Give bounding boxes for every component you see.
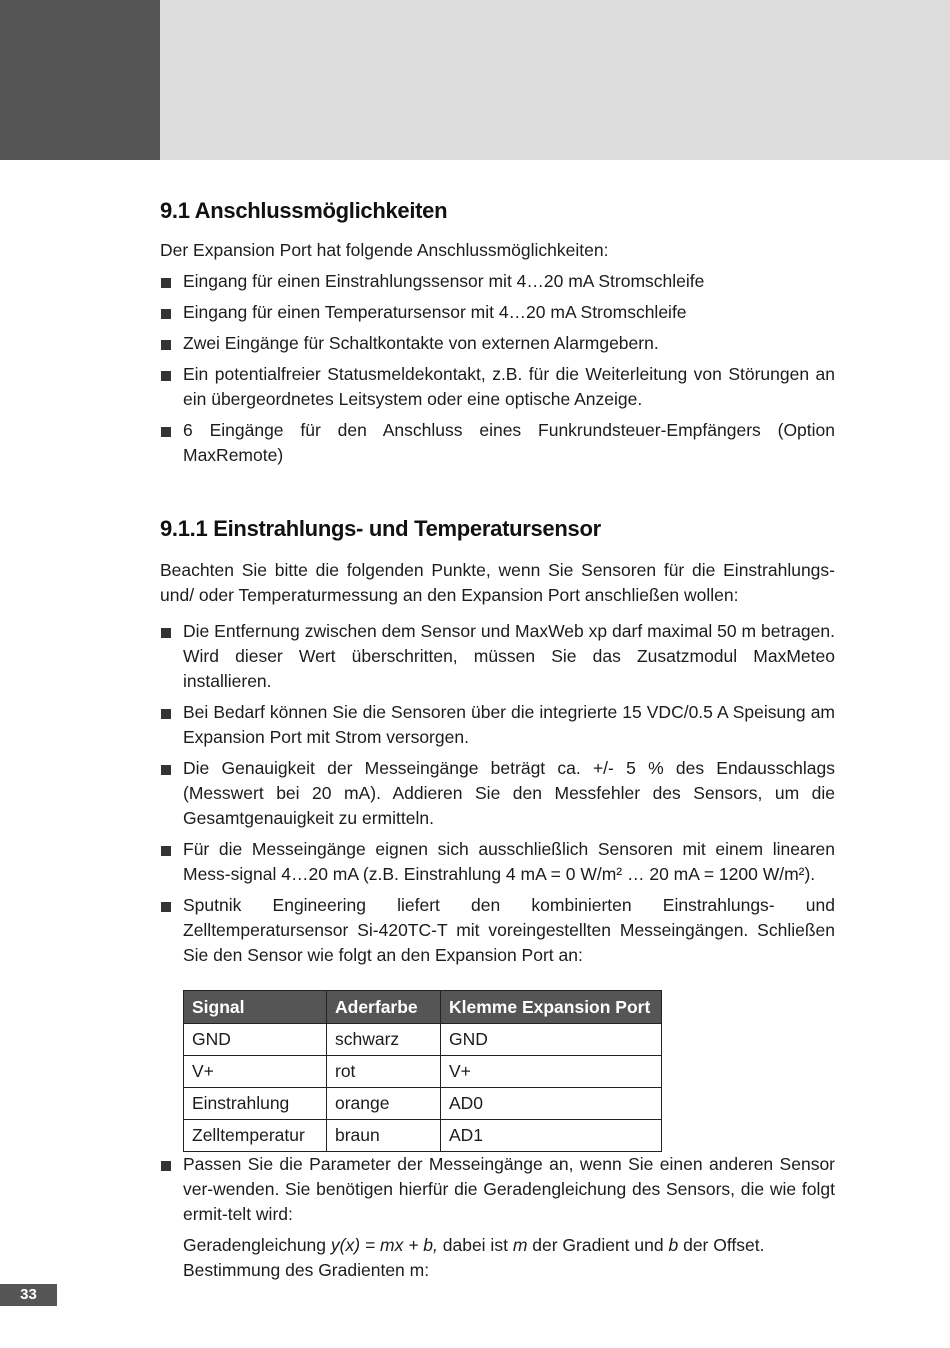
column-header-wire-color: Aderfarbe — [327, 991, 441, 1024]
bullet-square-icon — [161, 765, 171, 775]
list-item: Bei Bedarf können Sie die Sensoren über die integrierte 15 VDC/0.5 A Speisung am Expansion Port mit Strom versorgen. — [160, 700, 835, 750]
table-cell: Einstrahlung — [184, 1088, 327, 1120]
section-intro: Der Expansion Port hat folgende Anschlussmöglichkeiten: — [160, 240, 609, 260]
bullet-square-icon — [161, 1161, 171, 1171]
header-dark-block — [0, 0, 160, 160]
list-item: Eingang für einen Temperatursensor mit 4…20 mA Stromschleife — [160, 300, 835, 325]
table-cell: AD1 — [441, 1120, 662, 1152]
table-cell: schwarz — [327, 1024, 441, 1056]
bullet-square-icon — [161, 340, 171, 350]
list-item: Ein potentialfreier Statusmeldekontakt, z.B. für die Weiterleitung von Störungen an ein übergeordnetes Leitsystem oder eine optische Anzeige. — [160, 362, 835, 412]
list-item: Zwei Eingänge für Schaltkontakte von externen Alarmgebern. — [160, 331, 835, 356]
section-lead: Beachten Sie bitte die folgenden Punkte, wenn Sie Sensoren für die Einstrahlungs- und/ oder Temperaturmessung an den Expansion Port anschließen wollen: — [160, 560, 835, 605]
section-heading-9-1-1: 9.1.1 Einstrahlungs- und Temperatursensor — [160, 516, 601, 541]
section-heading-9-1: 9.1 Anschlussmöglichkeiten — [160, 198, 448, 223]
bullet-square-icon — [161, 309, 171, 319]
table-header-row — [184, 991, 662, 1024]
list-item: 6 Eingänge für den Anschluss eines Funkrundsteuer-Empfängers (Option MaxRemote) — [160, 418, 835, 468]
sensor-wiring-table — [183, 990, 662, 1152]
header-light-band — [160, 0, 950, 160]
table-cell: AD0 — [441, 1088, 662, 1120]
page-content — [160, 196, 835, 1283]
equation-formula: y(x) = mx + b, — [330, 1235, 438, 1255]
list-item: Eingang für einen Einstrahlungssensor mit 4…20 mA Stromschleife — [160, 269, 835, 294]
list-item: Sputnik Engineering liefert den kombinierten Einstrahlungs- und Zelltemperatursensor Si-420TC-T mit voreingestellten Messeingängen. Schließen Sie den Sensor wie folgt an den Expansion Port an: — [160, 893, 835, 968]
table-row — [184, 1088, 662, 1120]
list-item: Passen Sie die Parameter der Messeingänge an, wenn Sie einen anderen Sensor ver-wenden. Sie benötigen hierfür die Geradengleichung des Sensors, die wie folgt ermit-telt wird: — [160, 1152, 835, 1227]
table-cell: braun — [327, 1120, 441, 1152]
bullet-square-icon — [161, 709, 171, 719]
bullet-square-icon — [161, 427, 171, 437]
list-item: Die Genauigkeit der Messeingänge beträgt ca. +/- 5 % des Endausschlags (Messwert bei 20 mA). Addieren Sie den Messfehler des Sensors, um die Gesamtgenauigkeit zu ermitteln. — [160, 756, 835, 831]
bullet-square-icon — [161, 371, 171, 381]
column-header-signal: Signal — [184, 991, 327, 1024]
column-header-terminal: Klemme Expansion Port — [441, 991, 662, 1024]
table-cell: V+ — [441, 1056, 662, 1088]
bullet-square-icon — [161, 902, 171, 912]
bullet-square-icon — [161, 846, 171, 856]
page-number: 33 — [0, 1284, 57, 1306]
table-cell: orange — [327, 1088, 441, 1120]
table-row — [184, 1120, 662, 1152]
gradient-line: Bestimmung des Gradienten m: — [183, 1260, 430, 1280]
table-cell: rot — [327, 1056, 441, 1088]
table-cell: GND — [184, 1024, 327, 1056]
table-cell: GND — [441, 1024, 662, 1056]
table-cell: Zelltemperatur — [184, 1120, 327, 1152]
section-9-1-1 — [160, 514, 835, 1283]
connection-options-list — [160, 269, 835, 468]
bullet-square-icon — [161, 628, 171, 638]
bullet-square-icon — [161, 278, 171, 288]
table-row — [184, 1024, 662, 1056]
table-row — [184, 1056, 662, 1088]
parameter-note-list — [160, 1152, 835, 1227]
list-item: Für die Messeingänge eignen sich ausschließlich Sensoren mit einem linearen Mess-signal 4…20 mA (z.B. Einstrahlung 4 mA = 0 W/m² … 20 mA = 1200 W/m²). — [160, 837, 835, 887]
table-cell: V+ — [184, 1056, 327, 1088]
list-item: Die Entfernung zwischen dem Sensor und MaxWeb xp darf maximal 50 m betragen. Wird dieser Wert überschritten, müssen Sie das Zusatzmodul MaxMeteo installieren. — [160, 619, 835, 694]
sensor-notes-list — [160, 619, 835, 968]
equation-line: Geradengleichung y(x) = mx + b, dabei ist m der Gradient und b der Offset. — [183, 1235, 765, 1255]
